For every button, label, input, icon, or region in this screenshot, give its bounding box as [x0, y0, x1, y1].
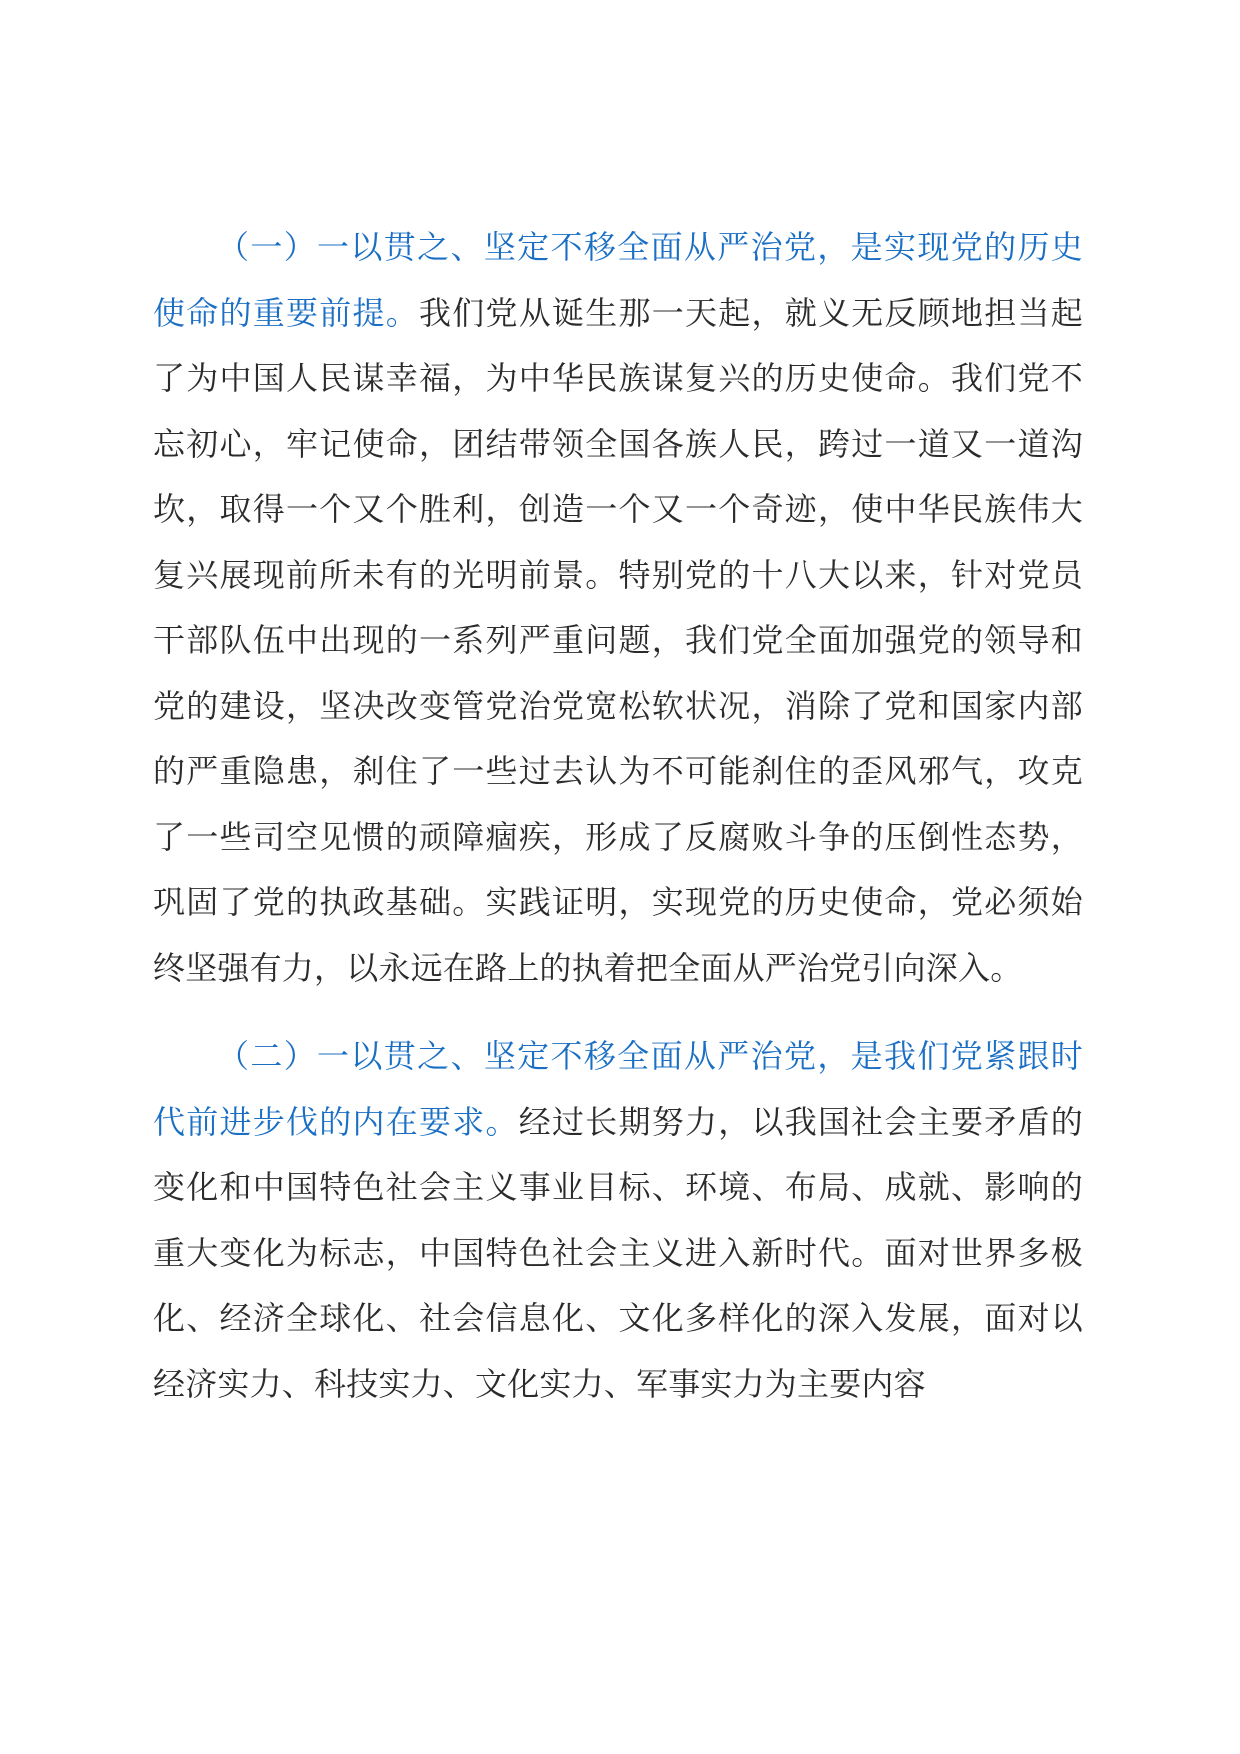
paragraph-2 [153, 1024, 1083, 1417]
paragraph-2-heading: （二）一以贯之、坚定不移全面从严治党，是我们党紧跟时代前进步伐的内在要求。 [153, 1037, 1083, 1141]
paragraph-1-body: 我们党从诞生那一天起，就义无反顾地担当起了为中国人民谋幸福，为中华民族谋复兴的历史使命。我们党不忘初心，牢记使命，团结带领全国各族人民，跨过一道又一道沟坎，取得一个又个胜利，创造一个又一个奇迹，使中华民族伟大复兴展现前所未有的光明前景。特别党的十八大以来，针对党员干部队伍中出现的一系列严重问题，我们党全面加强党的领导和党的建设，坚决改变管党治党宽松软状况，消除了党和国家内部的严重隐患，刹住了一些过去认为不可能刹住的歪风邪气，攻克了一些司空见惯的顽障痼疾，形成了反腐败斗争的压倒性态势，巩固了党的执政基础。实践证明，实现党的历史使命，党必须始终坚强有力，以永远在路上的执着把全面从严治党引向深入。 [153, 293, 1083, 987]
paragraph-2-body: 经过长期努力，以我国社会主要矛盾的变化和中国特色社会主义事业目标、环境、布局、成就、影响的重大变化为标志，中国特色社会主义进入新时代。面对世界多极化、经济全球化、社会信息化、文化多样化的深入发展，面对以经济实力、科技实力、文化实力、军事实力为主要内容 [153, 1102, 1084, 1403]
document-body [153, 215, 1083, 1417]
paragraph-1 [153, 215, 1083, 1001]
paragraph-1-heading: （一）一以贯之、坚定不移全面从严治党，是实现党的历史使命的重要前提。 [153, 228, 1083, 332]
